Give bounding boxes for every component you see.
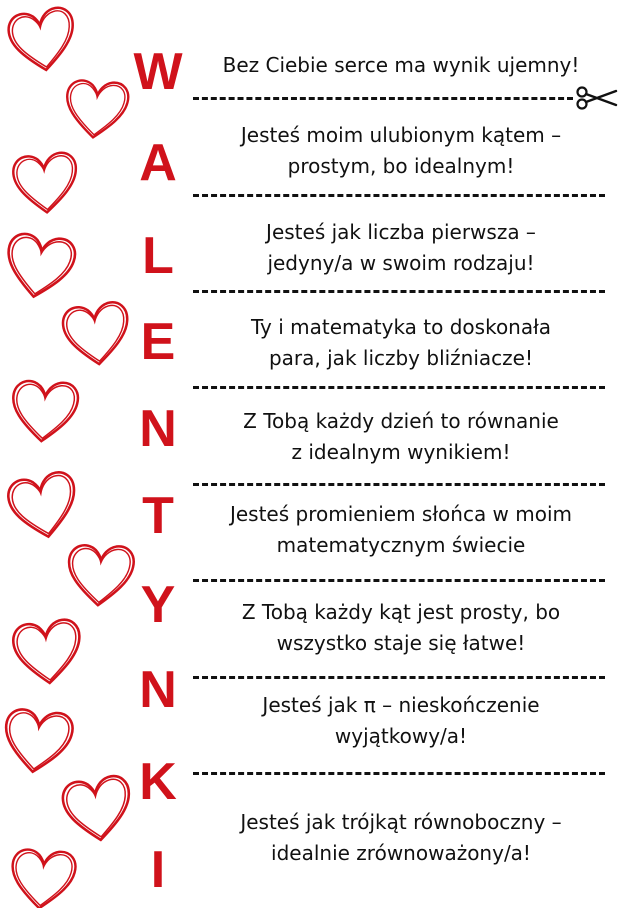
heart-outline-icon <box>58 69 133 150</box>
valentine-message <box>196 217 606 279</box>
cut-line <box>193 290 605 293</box>
message-line: Ty i matematyka to doskonała <box>250 315 552 339</box>
heart-outline-icon <box>56 290 136 377</box>
message-line: prostym, bo idealnym! <box>287 154 515 178</box>
heart-outline-icon <box>5 840 80 903</box>
title-letter: N <box>139 661 177 719</box>
message-line: Jesteś jak liczba pierwsza – <box>266 220 536 244</box>
message-line: Jesteś moim ulubionym kątem – <box>240 123 562 147</box>
cut-line <box>193 194 605 197</box>
valentine-message <box>196 120 606 182</box>
heart-outline-icon <box>7 611 87 693</box>
message-line: Bez Ciebie serce ma wynik ujemny! <box>222 53 580 77</box>
message-line: wyjątkowy/a! <box>334 724 468 748</box>
title-letter: L <box>142 227 174 285</box>
title-letter: T <box>142 487 174 545</box>
title-letter: A <box>139 134 177 192</box>
heart-outline-icon <box>5 371 83 451</box>
message-line: Z Tobą każdy dzień to równanie <box>243 409 559 433</box>
title-letter: W <box>133 43 183 101</box>
valentine-message <box>196 597 606 659</box>
cut-line <box>193 772 605 775</box>
cut-line <box>193 676 605 679</box>
title-letter: Y <box>140 576 176 634</box>
valentine-message <box>196 499 606 561</box>
title-letter: K <box>139 753 177 811</box>
message-line: Z Tobą każdy kąt jest prosty, bo <box>241 600 561 624</box>
title-letter: I <box>150 841 166 899</box>
message-line: Jesteś jak trójkąt równoboczny – <box>240 810 562 834</box>
cut-line <box>193 386 605 389</box>
message-line: jedyny/a w swoim rodzaju! <box>267 251 535 275</box>
scissors-icon <box>576 86 618 110</box>
valentine-message <box>196 807 606 869</box>
cut-line <box>193 579 605 582</box>
message-line: para, jak liczby bliźniacze! <box>268 346 533 370</box>
title-letter: N <box>139 400 177 458</box>
cut-line <box>193 97 573 100</box>
message-line: Jesteś jak π – nieskończenie <box>262 693 540 717</box>
message-line: matematycznym świecie <box>276 533 526 557</box>
message-line: wszystko staje się łatwe! <box>276 631 526 655</box>
message-line: z idealnym wynikiem! <box>291 440 511 464</box>
valentine-message <box>196 406 606 468</box>
message-line: Jesteś promieniem słońca w moim <box>229 502 573 526</box>
title-letter: E <box>140 313 176 371</box>
valentine-message <box>196 690 606 752</box>
valentine-message <box>196 312 606 374</box>
message-line: idealnie zrównoważony/a! <box>271 841 531 865</box>
hearts-column <box>0 0 140 900</box>
cut-line <box>193 483 605 486</box>
heart-outline-icon <box>8 144 83 223</box>
valentine-message <box>196 50 606 81</box>
heart-outline-icon <box>55 764 138 854</box>
